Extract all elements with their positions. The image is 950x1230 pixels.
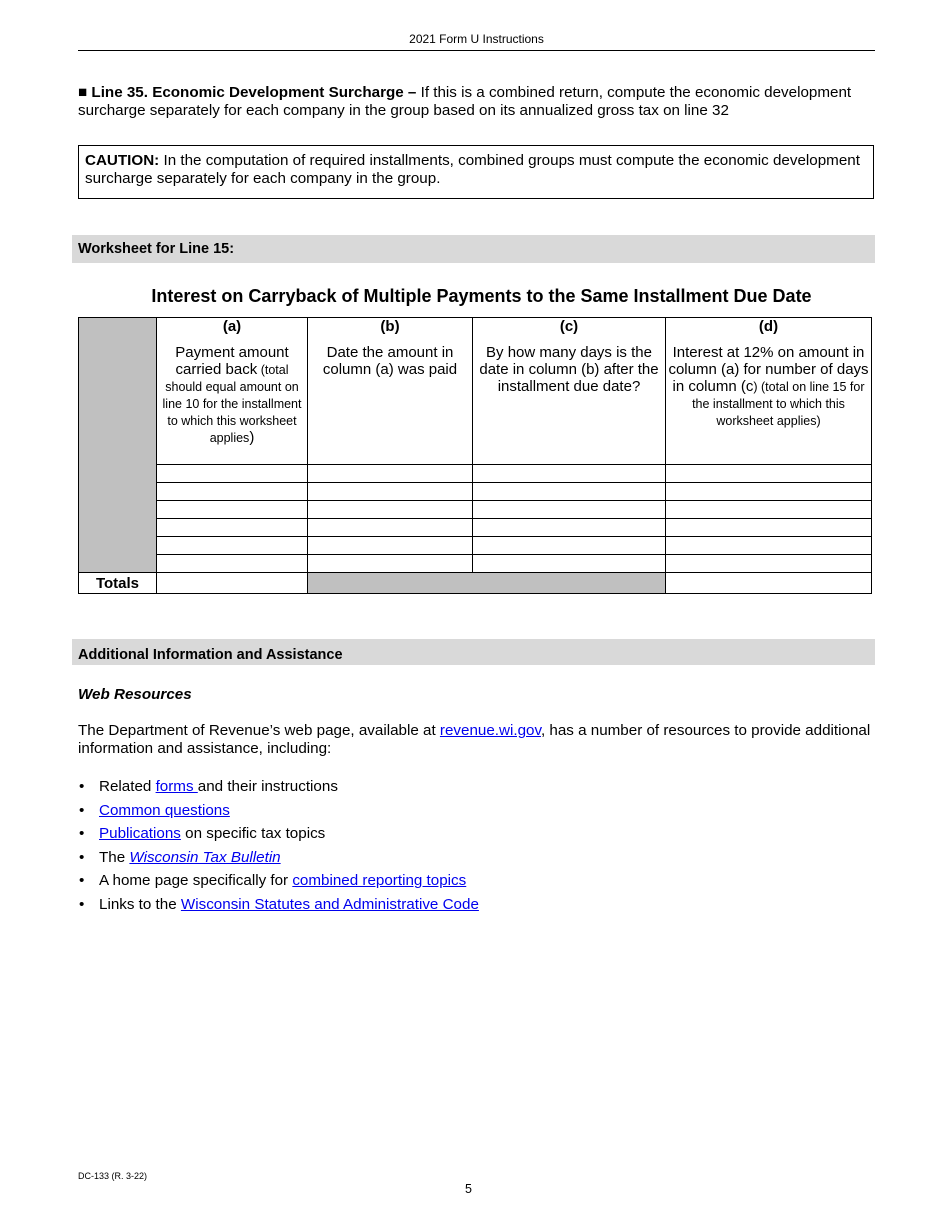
worksheet-title: Interest on Carryback of Multiple Payments to the Same Installment Due Date bbox=[151, 286, 812, 306]
additional-info-bar bbox=[72, 639, 875, 665]
entry-cell-c[interactable] bbox=[473, 519, 666, 537]
list-item bbox=[78, 775, 479, 799]
form-id: DC-133 (R. 3-22) bbox=[78, 1171, 148, 1181]
forms-link[interactable]: forms bbox=[155, 778, 198, 795]
totals-label: Totals bbox=[79, 573, 157, 594]
caution-box bbox=[78, 145, 874, 199]
entry-cell-c[interactable] bbox=[473, 555, 666, 573]
totals-gray-cell bbox=[308, 573, 666, 594]
table-row bbox=[79, 555, 872, 573]
document-title: 2021 Form U Instructions bbox=[409, 32, 544, 46]
page-header bbox=[78, 32, 875, 51]
entry-cell-d[interactable] bbox=[666, 519, 872, 537]
entry-cell-b[interactable] bbox=[308, 537, 473, 555]
entry-cell-b[interactable] bbox=[308, 483, 473, 501]
column-d-note: ) (total on line 15 for the installment to which this worksheet applies) bbox=[692, 380, 865, 428]
column-c-label: By how many days is the date in column (b) after the installment due date? bbox=[479, 344, 659, 395]
entry-cell-a[interactable] bbox=[157, 537, 308, 555]
column-b-label: Date the amount in column (a) was paid bbox=[322, 344, 458, 378]
entry-cell-b[interactable] bbox=[308, 555, 473, 573]
entry-cell-c[interactable] bbox=[473, 465, 666, 483]
line35-heading: Line 35. Economic Development Surcharge – bbox=[91, 84, 417, 101]
column-d-header bbox=[666, 318, 872, 465]
caution-label: CAUTION: bbox=[85, 152, 160, 169]
entry-cell-a[interactable] bbox=[157, 501, 308, 519]
entry-cell-b[interactable] bbox=[308, 519, 473, 537]
entry-cell-d[interactable] bbox=[666, 537, 872, 555]
column-a-label: Payment amount carried back bbox=[175, 344, 289, 378]
intro-before: The Department of Revenue’s web page, available at bbox=[78, 722, 440, 739]
item-text: Links to the bbox=[99, 895, 181, 913]
common-questions-link[interactable]: Common questions bbox=[99, 801, 230, 819]
entry-cell-a[interactable] bbox=[157, 465, 308, 483]
table-row bbox=[79, 537, 872, 555]
table-row bbox=[79, 483, 872, 501]
list-item bbox=[78, 869, 479, 893]
column-b-letter: (b) bbox=[380, 318, 400, 335]
line35-text: If this is a combined return, compute the economic development surcharge separately for each company in the group based on its annualized gross tax on line 32 bbox=[78, 84, 852, 119]
item-text: and their instructions bbox=[197, 778, 338, 795]
item-text: The bbox=[99, 848, 130, 866]
intro-paragraph bbox=[78, 722, 875, 758]
list-item bbox=[78, 822, 479, 846]
column-d-label: Interest at 12% on amount in column (a) for number of days in column (c bbox=[668, 344, 869, 395]
list-item bbox=[78, 893, 479, 917]
intro-after: , has a number of resources to provide additional information and assistance, including: bbox=[78, 722, 871, 757]
entry-cell-d[interactable] bbox=[666, 501, 872, 519]
entry-cell-c[interactable] bbox=[473, 483, 666, 501]
square-bullet-icon: ■ bbox=[78, 84, 88, 101]
entry-cell-a[interactable] bbox=[157, 519, 308, 537]
totals-cell-d[interactable] bbox=[666, 573, 872, 594]
entry-cell-a[interactable] bbox=[157, 555, 308, 573]
column-a-note: (total should equal amount on line 10 for the installment to which this worksheet applies bbox=[162, 363, 302, 445]
totals-row bbox=[79, 573, 872, 594]
additional-bar-title: Additional Information and Assistance bbox=[78, 647, 343, 663]
list-item bbox=[78, 799, 479, 823]
entry-cell-d[interactable] bbox=[666, 483, 872, 501]
table-row bbox=[79, 519, 872, 537]
statutes-link[interactable]: Wisconsin Statutes and Administrative Code bbox=[180, 895, 479, 913]
item-text: A home page specifically for bbox=[99, 872, 293, 889]
combined-reporting-link[interactable]: combined reporting topics bbox=[292, 872, 467, 889]
entry-cell-b[interactable] bbox=[308, 501, 473, 519]
web-resources-heading: Web Resources bbox=[78, 686, 192, 703]
table-row bbox=[79, 501, 872, 519]
item-text: on specific tax topics bbox=[180, 825, 326, 842]
column-c-letter: (c) bbox=[559, 318, 579, 335]
entry-cell-d[interactable] bbox=[666, 465, 872, 483]
tax-bulletin-link[interactable]: Wisconsin Tax Bulletin bbox=[129, 848, 281, 866]
line35-paragraph bbox=[78, 84, 875, 120]
worksheet-table bbox=[78, 317, 872, 594]
entry-cell-c[interactable] bbox=[473, 501, 666, 519]
column-a-letter: (a) bbox=[222, 318, 242, 335]
worksheet-section-bar bbox=[72, 235, 875, 263]
column-c-header bbox=[473, 318, 666, 465]
column-a-header bbox=[157, 318, 308, 465]
item-text: Related bbox=[99, 778, 156, 795]
column-a-note-end: ) bbox=[249, 429, 255, 446]
revenue-link[interactable]: revenue.wi.gov bbox=[439, 722, 541, 739]
column-d-letter: (d) bbox=[758, 318, 779, 335]
table-row bbox=[79, 465, 872, 483]
entry-cell-b[interactable] bbox=[308, 465, 473, 483]
entry-cell-c[interactable] bbox=[473, 537, 666, 555]
entry-cell-a[interactable] bbox=[157, 483, 308, 501]
worksheet-bar-title: Worksheet for Line 15: bbox=[78, 241, 235, 257]
resource-list bbox=[78, 775, 479, 916]
page-number: 5 bbox=[465, 1182, 472, 1196]
caution-text: In the computation of required installments, combined groups must compute the economic development surcharge separately for each company in the group. bbox=[85, 152, 860, 187]
column-b-header bbox=[308, 318, 473, 465]
entry-cell-d[interactable] bbox=[666, 555, 872, 573]
list-item bbox=[78, 846, 479, 870]
publications-link[interactable]: Publications bbox=[99, 825, 181, 842]
gray-side-cell bbox=[79, 318, 157, 573]
totals-cell-a[interactable] bbox=[157, 573, 308, 594]
